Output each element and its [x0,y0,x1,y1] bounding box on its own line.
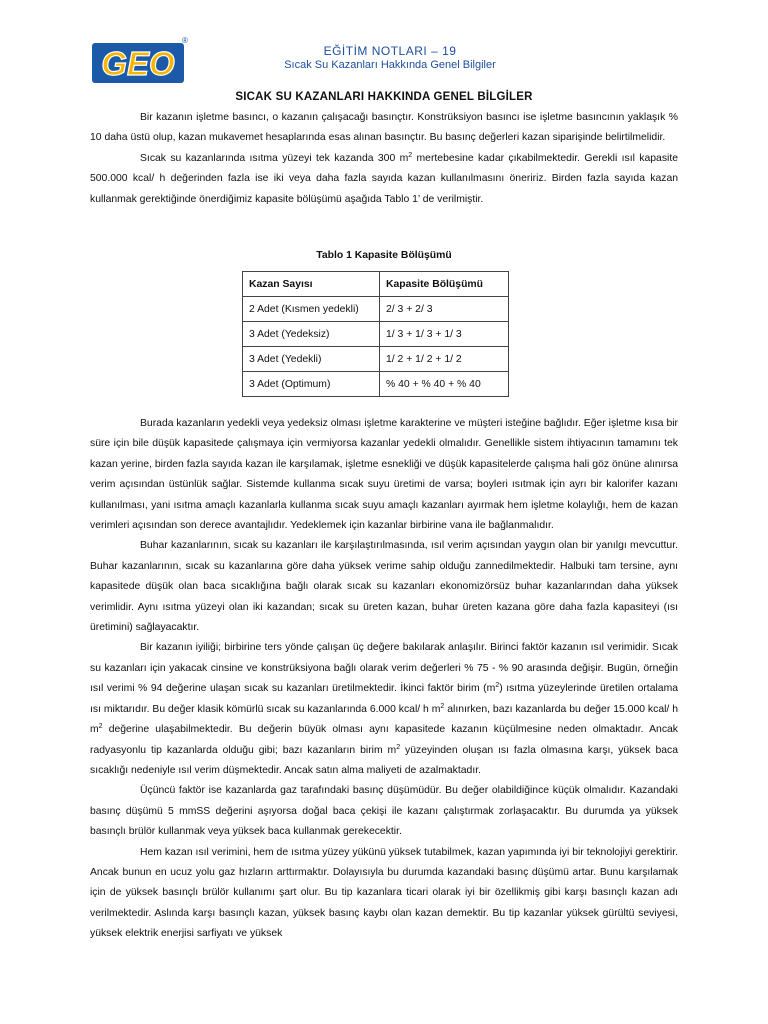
intro-section [90,108,678,210]
table-caption: Tablo 1 Kapasite Bölüşümü [316,250,452,261]
notes-title: EĞİTİM NOTLARI – 19 [323,44,457,58]
table-header-row [243,272,509,297]
geo-logo-text: GEO [101,45,175,82]
intro-paragraph-1: Bir kazanın işletme basıncı, o kazanın çalışacağı basınçtır. Konstrüksiyon basıncı ise işletme basıncının yaklaşık % 10 daha üstü olup, kazan mukavemet hesaplarında esas alınan basınçtır. Bu basınç değerleri kazan siparişinde belirtilmelidir. [90,112,678,144]
col-header-capacity-split: Kapasite Bölüşümü [380,272,509,297]
notes-subtitle: Sıcak Su Kazanları Hakkında Genel Bilgiler [284,59,496,71]
table-row [243,347,509,372]
registered-mark: ® [182,36,188,45]
geo-logo [92,43,184,83]
body-paragraph-2: Buhar kazanlarının, sıcak su kazanları ile karşılaştırılmasında, ısıl verim açısından yaygın olan bir yanılgı mevcuttur. Buhar kazanlarının, sıcak su kazanlarına göre daha yüksek verime sahip olduğu zannedilmektedir. Halbuki tam tersine, aynı kapasitede düşük olan baca sıcaklığına bağlı olarak sıcak su kazanları ekonomizörsüz buhar kazanlarından daha yüksek verimlidir. Aynı ısıtma yüzeyi olan iki kazandan; sıcak su üreten kazan, buhar üreten kazana göre daha fazla kapasiteyi (ısı üretimini) sağlayacaktır. [90,540,678,634]
table-cell: 3 Adet (Yedekli) [243,347,380,372]
intro-paragraph-2: Sıcak su kazanlarında ısıtma yüzeyi tek kazanda 300 $m^2$ mertebesine kadar çıkabilmektedir. Gerekli ısıl kapasite 500.000 kcal/ h değerinden fazla ise iki veya daha fazla sayıda kazan kullanılmasını öneririz. Birden fazla sayıda kazan kullanmak gerektiğinde önerdiğimiz kapasite bölüşümü aşağıda Tablo 1’ de verilmiştir. [90,151,678,205]
body-paragraph-3: Bir kazanın iyiliği; birbirine ters yönde çalışan üç değere bakılarak anlaşılır. Birinci faktör kazanın ısıl verimidir. Sıcak su kazanları için yakacak cinsine ve konstrüksiyona bağlı olarak verim değerleri % 75 - % 90 arasında değişir. Bugün, örneğin ısıl verimi % 94 değerine ulaşan sıcak su kazanları üretilmektedir. İkinci faktör birim $(m^2)$ ısıtma yüzeylerinde üretilen ortalama ısı miktarıdır. Bu değer klasik kömürlü sıcak su kazanlarında 6.000 kcal/ h $m^2$ alınırken, bazı kazanlarda bu değer 15.000 kcal/ h $m^2$ değerine ulaşabilmektedir. Bu değerin büyük olması aynı kapasitede kazanın küçülmesine neden olmaktadır. Ancak radyasyonlu tip kazanlarda olduğu gibi; bazı kazanların birim $m^2$ yüzeyinden oluşan ısı fazla olmasına karşı, yüksek baca sıcaklığı nedeniyle ısıl verim düşmektedir. Ancak satın alma maliyeti de azalmaktadır. [90,642,678,776]
body-paragraph-5: Hem kazan ısıl verimini, hem de ısıtma yüzey yükünü yüksek tutabilmek, kazan yapımında iyi bir teknolojiyi gerektirir. Ancak bunun en ucuz yolu gaz hızların arttırmaktır. Dolayısıyla bu durumda kazandaki basınç düşümü artar. Bunu karşılamak için de yüksek basınçlı brülör kullanımı şart olur. Bu tip kazanlara ticari olarak iyi bir özellikmiş gibi karşı basınçlı kazan adı verilmektedir. Aslında karşı basınçlı kazan, yüksek basınç kaybı olan kazan demektir. Bu tip kazanlar yüksek gürültü seviyesi, yüksek elektrik enerjisi sarfiyatı ve yüksek [90,846,678,940]
table-cell: 2 Adet (Kısmen yedekli) [243,297,380,322]
table-cell: % 40 + % 40 + % 40 [380,372,509,397]
capacity-table [242,271,509,397]
col-header-boiler-count: Kazan Sayısı [243,272,380,297]
table-cell: 1/ 2 + 1/ 2 + 1/ 2 [380,347,509,372]
table-row [243,322,509,347]
table-row [243,297,509,322]
page-title: SICAK SU KAZANLARI HAKKINDA GENEL BİLGİLER [235,91,533,103]
table-cell: 2/ 3 + 2/ 3 [380,297,509,322]
body-paragraph-1: Burada kazanların yedekli veya yedeksiz olması işletme karakterine ve müşteri isteğine bağlıdır. Eğer işletme kısa bir süre için bile düşük kapasitede çalışmaya için vermiyorsa kazanlar yedekli olmalıdır. Genellikle sistem ihtiyacının tamamını tek kazan yerine, birden fazla sayıda kazan ile karşılamak, işletme esnekliği ve düşük kapasitelerde çalışma hali göz önüne alınırsa verim açısından üstünlük sağlar. Sistemde kullanma sıcak suyu üretimi de varsa; boyleri ısıtmak için ayrı bir kalorifer kazanı kullanılması, yani ısıtma amaçlı kazanlarla kullanma sıcak suyu amaçlı kazanları ayırmak hem işletme kolaylığı, hem de kazan verimleri açısından son derece avantajlıdır. Yedeklemek için kazanlar birbirine vana ile bağlanmalıdır. [90,418,678,532]
table-cell: 3 Adet (Optimum) [243,372,380,397]
table-cell: 1/ 3 + 1/ 3 + 1/ 3 [380,322,509,347]
table-cell: 3 Adet (Yedeksiz) [243,322,380,347]
table-row [243,372,509,397]
body-section [90,414,678,945]
geo-logo-graphic [92,43,184,83]
body-paragraph-4: Üçüncü faktör ise kazanlarda gaz tarafındaki basınç düşümüdür. Bu değer olabildiğince küçük olmalıdır. Kazandaki basınç düşümü 5 mmSS değerini aşıyorsa doğal baca çekişi ile kazanı çalıştırmak zorlaşacaktır. Bu durumda ya yüksek basınçlı brülör kullanmak veya yüksek baca kullanmak gerekecektir. [90,785,678,838]
